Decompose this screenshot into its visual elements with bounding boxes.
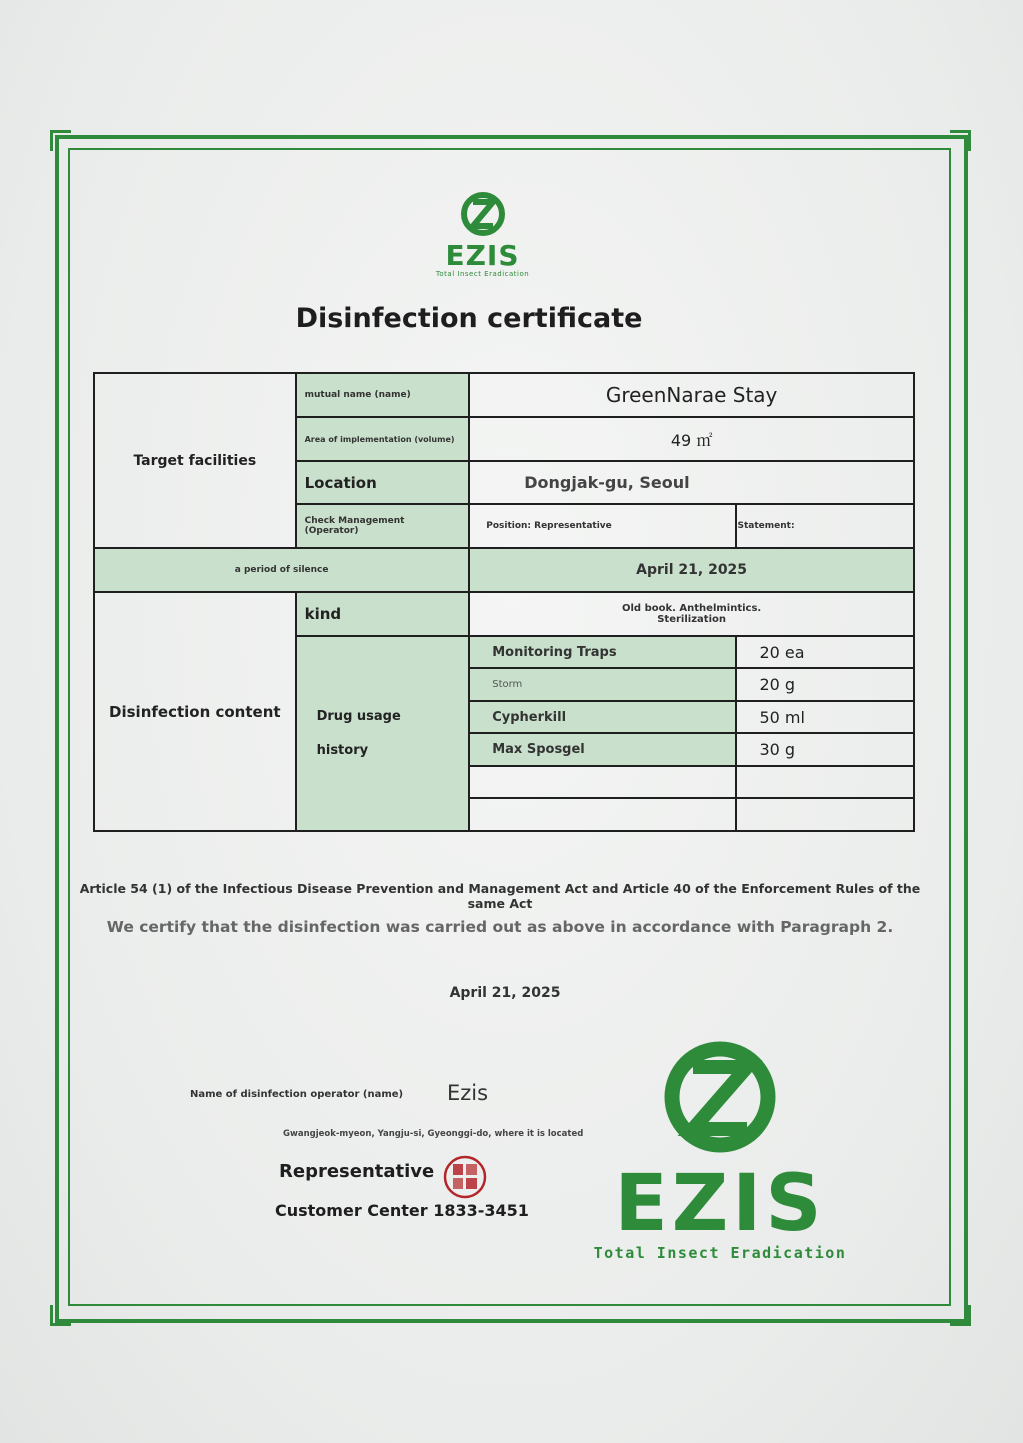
drug-name: Max Sposgel — [469, 733, 736, 766]
header-logo — [430, 190, 535, 278]
logo-tagline: Total Insect Eradication — [435, 270, 530, 278]
period-label: a period of silence — [94, 548, 469, 592]
drug-usage-label — [296, 636, 470, 831]
empty-drug-cell — [469, 766, 736, 798]
area-label: Area of implementation (volume) — [296, 417, 470, 461]
check-management-label: Check Management (Operator) — [296, 504, 470, 548]
operator-address: Gwangjeok-myeon, Yangju-si, Gyeonggi-do, where it is located — [283, 1129, 584, 1139]
empty-amount-cell — [736, 766, 914, 798]
red-seal-icon — [442, 1155, 488, 1199]
representative-label: Representative — [279, 1161, 435, 1182]
drug-usage-line1: Drug usage — [316, 708, 401, 724]
drug-name: Cypherkill — [469, 701, 736, 733]
position-text: Position: Representative — [469, 504, 736, 548]
big-logo-word: EZIS — [614, 1159, 826, 1249]
big-logo-tagline: Total Insect Eradication — [593, 1244, 847, 1262]
footer-logo — [585, 1035, 855, 1262]
empty-drug-cell — [469, 798, 736, 831]
certify-statement: We certify that the disinfection was carried out as above in accordance with Paragraph 2. — [106, 918, 894, 936]
drug-amount: 20 g — [736, 668, 914, 701]
period-value: April 21, 2025 — [469, 548, 914, 592]
customer-center: Customer Center 1833-3451 — [275, 1201, 529, 1220]
location-value: Dongjak-gu, Seoul — [469, 461, 914, 504]
drug-usage-line2: history — [316, 742, 369, 758]
area-value: 49 ㎡ — [469, 417, 914, 461]
empty-amount-cell — [736, 798, 914, 831]
kind-value-line1: Old book. Anthelmintics. — [622, 603, 762, 614]
page-title: Disinfection certificate — [295, 303, 643, 334]
mutual-name-label: mutual name (name) — [296, 373, 470, 417]
kind-value-line2: Sterilization — [657, 614, 726, 625]
ezis-large-emblem-icon — [655, 1035, 785, 1160]
article-text: Article 54 (1) of the Infectious Disease Prevention and Management Act and Article 40 of the Enforcement Rules of the same Act — [79, 881, 921, 911]
statement-text: Statement: — [736, 504, 914, 548]
location-label: Location — [296, 461, 470, 504]
drug-amount: 30 g — [736, 733, 914, 766]
drug-name: Monitoring Traps — [469, 636, 736, 668]
certificate-table — [93, 372, 915, 832]
logo-word: EZIS — [445, 239, 520, 272]
kind-label: kind — [296, 592, 470, 636]
drug-name: Storm — [469, 668, 736, 701]
mutual-name-value: GreenNarae Stay — [469, 373, 914, 417]
drug-amount: 50 ml — [736, 701, 914, 733]
operator-name: Ezis — [447, 1081, 489, 1105]
issue-date: April 21, 2025 — [449, 985, 561, 1001]
kind-value — [469, 592, 914, 636]
frame-corner — [50, 1305, 71, 1326]
drug-amount: 20 ea — [736, 636, 914, 668]
disinfection-content-label: Disinfection content — [94, 592, 296, 831]
frame-corner — [950, 1305, 971, 1326]
frame-corner — [950, 130, 971, 151]
target-facilities-label: Target facilities — [94, 373, 296, 548]
operator-label: Name of disinfection operator (name) — [190, 1089, 404, 1100]
frame-corner — [50, 130, 71, 151]
ezis-emblem-icon — [458, 190, 508, 238]
